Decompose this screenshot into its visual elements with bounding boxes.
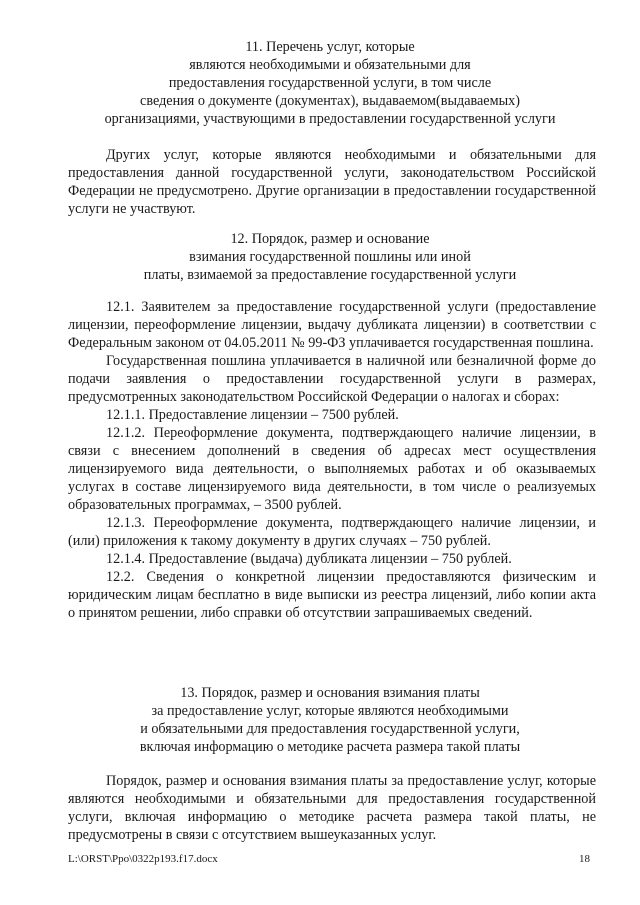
paragraph-state-duty: Государственная пошлина уплачивается в наличной или безналичной форме до подачи заявления о предоставлении государственной услуги в размерах, предусмотренных законодательством Российской Федерации о налогах и сборах: [68, 353, 596, 405]
section-13-text: Порядок, размер и основания взимания платы за предоставление услуг, которые являются необходимыми и обязательными для предоставления государственной услуги, включая информацию о методике расчета размера такой платы, не предусмотрены в связи с отсутствием вышеуказанных услуг. [68, 773, 596, 843]
paragraph-12-1-3: 12.1.3. Переоформление документа, подтверждающего наличие лицензии, и (или) приложения к такому документу в других случаях – 750 рублей. [68, 515, 596, 549]
heading-line: и обязательными для предоставления государственной услуги, [140, 721, 520, 737]
paragraph-12-2: 12.2. Сведения о конкретной лицензии предоставляются физическим и юридическим лицам бесплатно в виде выписки из реестра лицензий, либо копии акта о принятом решении, либо справки об отсутствии запрашиваемых сведений. [68, 569, 596, 621]
section-13-heading [60, 684, 600, 756]
heading-line: являются необходимыми и обязательными для [189, 57, 471, 73]
section-11-heading [60, 38, 600, 128]
heading-line: 13. Порядок, размер и основания взимания платы [180, 685, 480, 701]
page-number: 18 [579, 853, 590, 865]
heading-line: 12. Порядок, размер и основание [230, 231, 430, 247]
heading-line: взимания государственной пошлины или иной [189, 249, 471, 265]
paragraph-12-1-2: 12.1.2. Переоформление документа, подтверждающего наличие лицензии, в связи с внесением дополнений в сведения об адресах мест осуществления лицензируемого вида деятельности, о выполняемых работах и об оказываемых услугах в составе лицензируемого вида деятельности, в том числе о реализуемых образовательных программах, – 3500 рублей. [68, 425, 596, 513]
paragraph-12-1-4: 12.1.4. Предоставление (выдача) дубликата лицензии – 750 рублей. [106, 551, 512, 567]
heading-line: предоставления государственной услуги, в том числе [168, 75, 492, 91]
section-12-heading [60, 230, 600, 284]
file-path: L:\ORST\Ppo\0322p193.f17.docx [68, 853, 218, 865]
heading-line: 11. Перечень услуг, которые [245, 39, 415, 55]
section-11-text: Других услуг, которые являются необходимыми и обязательными для предоставления данной государственной услуги, законодательством Российской Федерации не предусмотрено. Другие организации в предоставлении государственной услуги не участвуют. [68, 147, 596, 217]
heading-line: организациями, участвующими в предоставлении государственной услуги [104, 111, 556, 127]
paragraph-12-1: 12.1. Заявителем за предоставление государственной услуги (предоставление лицензии, переоформление лицензии, выдачу дубликата лицензии) в соответствии с Федеральным законом от 04.05.2011 № 99-ФЗ уплачивается государственная пошлина. [68, 299, 596, 351]
heading-line: платы, взимаемой за предоставление государственной услуги [143, 267, 517, 283]
section-12-body [68, 298, 596, 622]
heading-line: включая информацию о методике расчета размера такой платы [139, 739, 521, 755]
paragraph-12-1-1: 12.1.1. Предоставление лицензии – 7500 рублей. [106, 407, 399, 423]
heading-line: за предоставление услуг, которые являются необходимыми [151, 703, 509, 719]
heading-line: сведения о документе (документах), выдаваемом(выдаваемых) [140, 93, 520, 109]
